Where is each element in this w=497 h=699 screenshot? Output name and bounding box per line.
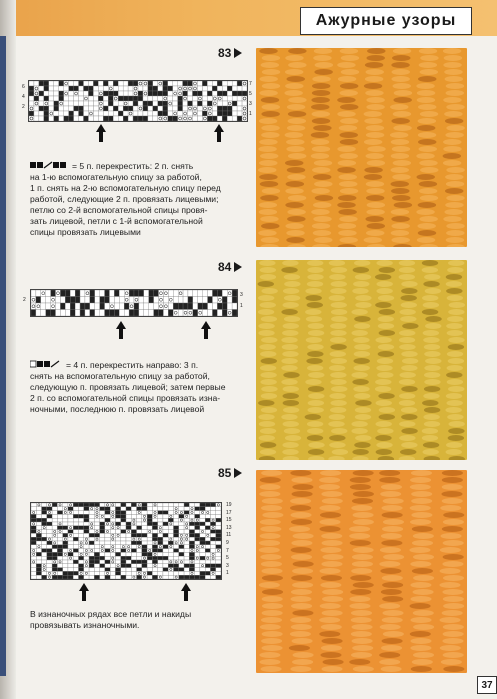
- section-title: [300, 7, 472, 35]
- pattern-84-right-rows: 3 1: [240, 292, 243, 309]
- left-edge-strip: [0, 36, 6, 676]
- pattern-85-chart: [30, 502, 222, 580]
- repeat-end-arrow-icon: [213, 123, 225, 143]
- pattern-84-photo: [256, 260, 467, 460]
- cross-4-symbol-icon: [30, 360, 66, 371]
- repeat-start-arrow-icon: [95, 123, 107, 143]
- pattern-83-chart-grid: [29, 81, 247, 121]
- pattern-84-legend: = 4 п. перекрестить направо: 3 п. снять на вспомогательную спицу за работой, следующую п. провязать лицевой; затем первые 2 п. со вспомогательной спицы провязать изна- ночными, последнюю п. провязать лицевой: [30, 360, 226, 415]
- pattern-85-photo: [256, 470, 467, 673]
- pointer-arrow-icon: [234, 468, 242, 478]
- repeat-end-arrow-icon: [200, 320, 212, 340]
- pattern-83-legend: = 5 п. перекрестить: 2 п. снять на 1-ю вспомогательную спицу за работой, 1 п. снять на 2-ю вспомогательную спицу перед работой, следующие 2 п. провязать лицевыми; петлю со 2-й вспомогательной спицы провя- зать лицевой, петли с 1-й вспомогательной спицы провязать лицевыми: [30, 161, 221, 238]
- pattern-85-right-rows: 19 17 15 13 11 9 7 5 3 1: [226, 502, 232, 577]
- pattern-85-number: 85: [218, 466, 242, 480]
- pattern-84-number: 84: [218, 260, 242, 274]
- pattern-83-chart: [28, 80, 248, 122]
- pattern-84-left-rows: 2: [23, 297, 26, 303]
- pattern-85-knit-texture: [256, 470, 467, 673]
- cross-5-symbol-icon: [30, 161, 72, 172]
- pointer-arrow-icon: [234, 262, 242, 272]
- pattern-83-left-rows: 6 4 2: [22, 84, 25, 110]
- repeat-start-arrow-icon: [115, 320, 127, 340]
- pattern-83-photo: [256, 48, 467, 247]
- repeat-start-arrow-icon: [78, 582, 90, 602]
- page-number: 37: [477, 676, 497, 694]
- pattern-85-chart-grid: [31, 503, 221, 579]
- pattern-83-right-rows: 7 5 3 1: [249, 81, 252, 117]
- pattern-83-knit-texture: [256, 48, 467, 247]
- pattern-84-chart: [30, 289, 238, 317]
- pattern-83-number: 83: [218, 46, 242, 60]
- section-title-text: Ажурные узоры: [315, 12, 457, 29]
- pattern-84-chart-grid: [31, 290, 237, 316]
- repeat-end-arrow-icon: [180, 582, 192, 602]
- pointer-arrow-icon: [234, 48, 242, 58]
- pattern-85-legend: В изнаночных рядах все петли и накиды провязывать изнаночными.: [30, 609, 192, 630]
- pattern-84-knit-texture: [256, 260, 467, 460]
